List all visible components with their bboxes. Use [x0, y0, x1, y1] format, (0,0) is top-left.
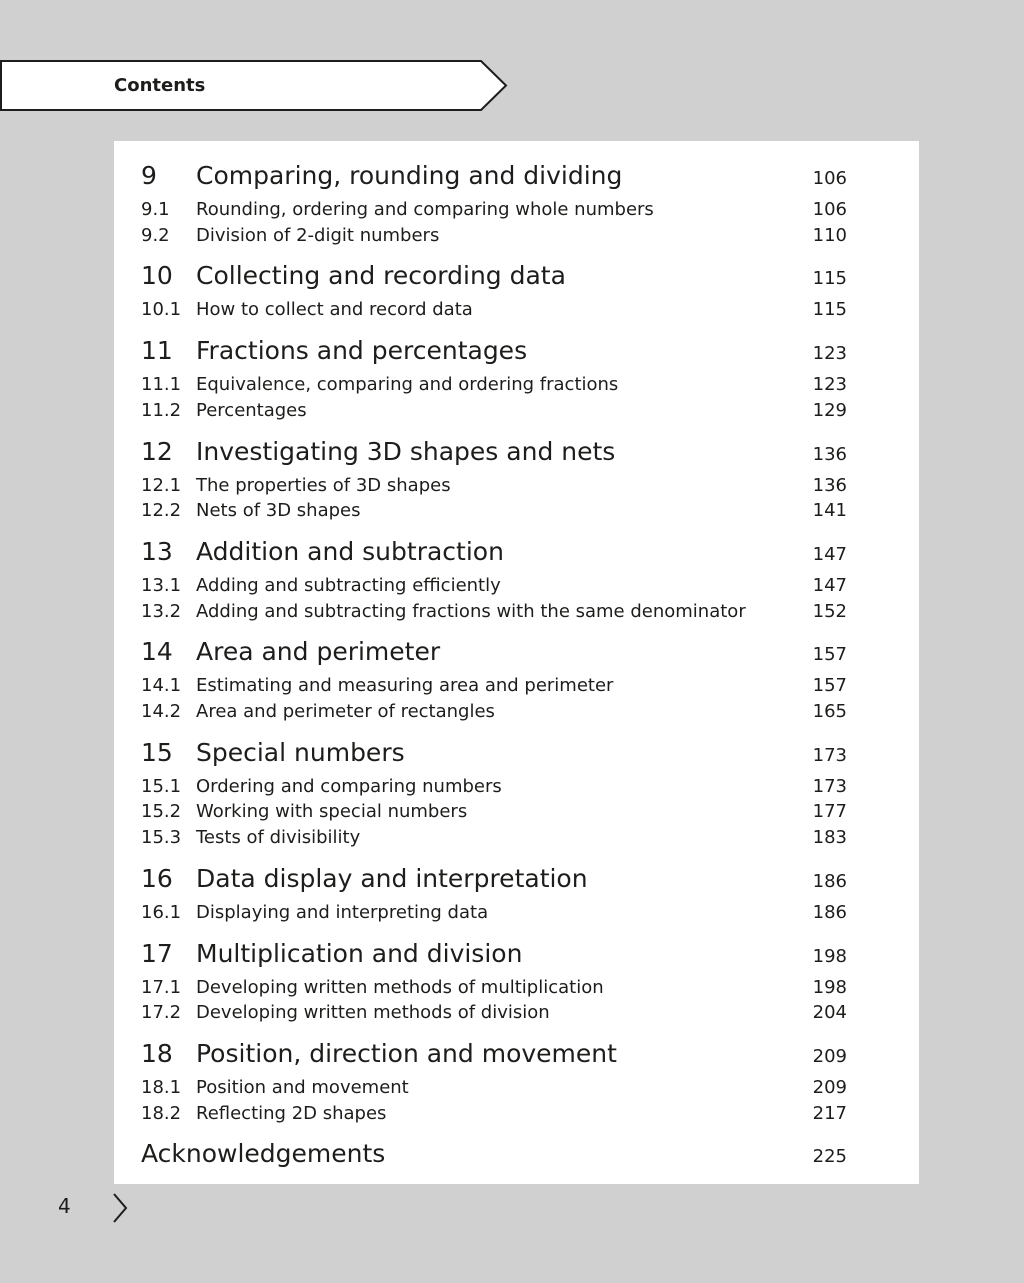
- chapter-number: 15: [141, 737, 173, 767]
- section-row: [141, 975, 847, 1001]
- chapter-page: 147: [812, 543, 847, 565]
- section-page: 152: [812, 600, 847, 622]
- chapter-title: Investigating 3D shapes and nets: [196, 436, 616, 466]
- chevron-right-icon: [110, 1191, 130, 1229]
- chapter-title: Position, direction and movement: [196, 1038, 617, 1068]
- section-page: 204: [812, 1002, 847, 1024]
- chapter-row: [141, 1036, 847, 1075]
- section-row: [141, 473, 847, 499]
- chapter-row: [141, 634, 847, 673]
- section-number: 9.2: [141, 224, 170, 246]
- section-title: Position and movement: [196, 1076, 409, 1098]
- section-number: 12.2: [141, 500, 182, 522]
- section-title: Equivalence, comparing and ordering fractions: [196, 374, 619, 396]
- chapter-page: 136: [812, 443, 847, 465]
- section-row: [141, 900, 847, 926]
- chapter-number: 16: [141, 863, 173, 893]
- section-page: 106: [812, 199, 847, 220]
- chapter-page: 198: [812, 945, 847, 967]
- chapter-title: Comparing, rounding and dividing: [196, 161, 623, 190]
- chapter-block: [141, 634, 847, 724]
- chapter-page: 157: [812, 644, 847, 666]
- section-title: Nets of 3D shapes: [196, 500, 361, 522]
- section-page: 198: [812, 976, 847, 998]
- section-title: How to collect and record data: [196, 299, 473, 321]
- section-number: 15.2: [141, 801, 182, 823]
- section-page: 136: [812, 474, 847, 496]
- section-number: 18.2: [141, 1102, 182, 1124]
- chapter-title: Collecting and recording data: [196, 261, 566, 291]
- section-title: Adding and subtracting efficiently: [196, 574, 501, 596]
- section-row: [141, 599, 847, 625]
- section-page: 183: [812, 827, 847, 849]
- section-number: 18.1: [141, 1076, 182, 1098]
- section-number: 11.1: [141, 374, 182, 396]
- section-number: 17.1: [141, 976, 182, 998]
- chapter-page: 115: [812, 268, 847, 290]
- section-page: 217: [812, 1102, 847, 1124]
- section-title: Developing written methods of division: [196, 1002, 550, 1024]
- chapter-row: [141, 861, 847, 900]
- chapter-block: [141, 936, 847, 1026]
- section-row: [141, 825, 847, 851]
- chapter-page: 106: [812, 168, 847, 189]
- section-row: [141, 699, 847, 725]
- chapter-title: Addition and subtraction: [196, 536, 504, 566]
- chapter-number: 18: [141, 1038, 173, 1068]
- section-number: 12.1: [141, 474, 182, 496]
- chapter-row: [141, 534, 847, 573]
- chapter-number: 10: [141, 261, 173, 291]
- chapter-block: [141, 534, 847, 624]
- section-number: 13.2: [141, 600, 182, 622]
- section-title: Tests of divisibility: [196, 827, 361, 849]
- chapter-title: Fractions and percentages: [196, 336, 528, 366]
- section-row: [141, 1000, 847, 1026]
- chapter-row: [141, 158, 847, 197]
- section-title: Area and perimeter of rectangles: [196, 701, 495, 723]
- chapter-block: [141, 158, 847, 248]
- header-tab-shape: [0, 60, 510, 112]
- chapter-number: 11: [141, 336, 173, 366]
- section-row: [141, 398, 847, 424]
- section-row: [141, 673, 847, 699]
- section-row: [141, 297, 847, 323]
- chapter-page: 209: [812, 1045, 847, 1067]
- chapter-block: [141, 434, 847, 524]
- chapter-number: 17: [141, 938, 173, 968]
- section-number: 11.2: [141, 399, 182, 421]
- section-number: 16.1: [141, 901, 182, 923]
- chapter-block: [141, 735, 847, 851]
- chapter-page: 186: [812, 870, 847, 892]
- section-row: [141, 498, 847, 524]
- chapter-page: 123: [812, 343, 847, 365]
- chapter-number: 14: [141, 637, 173, 667]
- acknowledgements-title: Acknowledgements: [141, 1139, 386, 1169]
- section-title: Reflecting 2D shapes: [196, 1102, 387, 1124]
- chapter-number: 9: [141, 161, 157, 190]
- section-row: [141, 223, 847, 249]
- chapter-title: Data display and interpretation: [196, 863, 588, 893]
- chapter-number: 13: [141, 536, 173, 566]
- page-number: 4: [58, 1194, 71, 1218]
- section-title: Percentages: [196, 399, 307, 421]
- chapter-block: [141, 333, 847, 423]
- contents-header-tab: [0, 60, 510, 112]
- section-page: 115: [812, 299, 847, 321]
- chapter-block: [141, 861, 847, 926]
- section-number: 13.1: [141, 574, 182, 596]
- section-number: 14.2: [141, 701, 182, 723]
- section-page: 110: [812, 224, 847, 246]
- chapter-row: [141, 258, 847, 297]
- section-page: 165: [812, 701, 847, 723]
- section-number: 15.3: [141, 827, 182, 849]
- chapter-block: [141, 1036, 847, 1126]
- chapter-row: [141, 333, 847, 372]
- section-title: Division of 2-digit numbers: [196, 224, 440, 246]
- acknowledgements-row: [141, 1136, 847, 1175]
- section-number: 14.1: [141, 675, 182, 697]
- section-title: Ordering and comparing numbers: [196, 775, 502, 797]
- section-page: 157: [812, 675, 847, 697]
- chapter-number: 12: [141, 436, 173, 466]
- section-page: 123: [812, 374, 847, 396]
- section-title: The properties of 3D shapes: [196, 474, 451, 496]
- section-title: Rounding, ordering and comparing whole numbers: [196, 199, 654, 220]
- chapter-row: [141, 936, 847, 975]
- section-number: 17.2: [141, 1002, 182, 1024]
- section-page: 129: [812, 399, 847, 421]
- section-row: [141, 197, 847, 223]
- page-title: Contents: [114, 75, 206, 96]
- chapter-block: [141, 258, 847, 323]
- section-page: 177: [812, 801, 847, 823]
- chapter-title: Area and perimeter: [196, 637, 441, 667]
- section-row: [141, 372, 847, 398]
- section-row: [141, 774, 847, 800]
- section-number: 9.1: [141, 199, 170, 220]
- section-number: 15.1: [141, 775, 182, 797]
- section-title: Adding and subtracting fractions with the same denominator: [196, 600, 746, 622]
- acknowledgements-page: 225: [812, 1146, 847, 1168]
- chapter-page: 173: [812, 744, 847, 766]
- section-row: [141, 1075, 847, 1101]
- section-row: [141, 1101, 847, 1127]
- chapter-row: [141, 735, 847, 774]
- section-page: 209: [812, 1076, 847, 1098]
- section-title: Estimating and measuring area and perimeter: [196, 675, 614, 697]
- section-title: Displaying and interpreting data: [196, 901, 489, 923]
- section-page: 147: [812, 574, 847, 596]
- section-row: [141, 573, 847, 599]
- section-page: 186: [812, 901, 847, 923]
- section-title: Working with special numbers: [196, 801, 468, 823]
- table-of-contents: [141, 158, 847, 1175]
- chapter-row: [141, 434, 847, 473]
- chapter-title: Multiplication and division: [196, 938, 523, 968]
- chapter-title: Special numbers: [196, 737, 405, 767]
- section-page: 141: [812, 500, 847, 522]
- section-page: 173: [812, 775, 847, 797]
- section-title: Developing written methods of multiplication: [196, 976, 604, 998]
- section-number: 10.1: [141, 299, 182, 321]
- section-row: [141, 799, 847, 825]
